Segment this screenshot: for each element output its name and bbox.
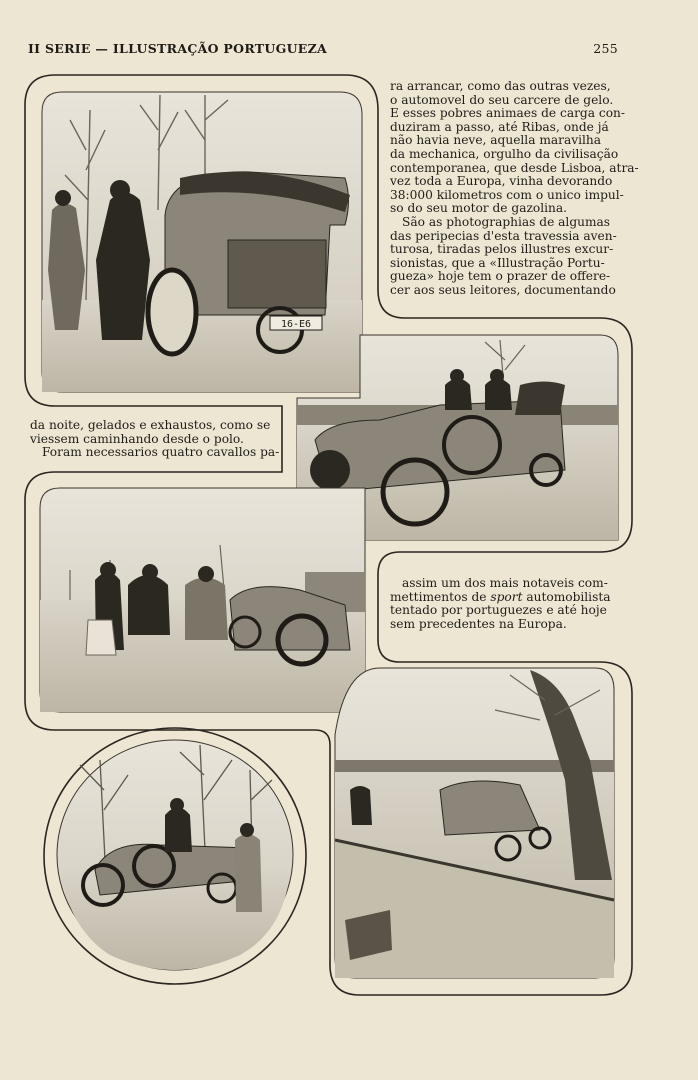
text-line: sionistas, que a «Illustração Portu- bbox=[390, 255, 605, 270]
text-line: cer aos seus leitores, documentando bbox=[390, 282, 616, 297]
text-line: da mechanica, orgulho da civilisação bbox=[390, 146, 619, 161]
photo-car-rear-snow-men bbox=[42, 92, 362, 392]
text-line: viessem caminhando desde o polo. bbox=[30, 431, 244, 446]
text-line: 38:000 kilometros com o unico impul- bbox=[390, 187, 624, 202]
photo-group-beside-car-snow bbox=[40, 488, 365, 712]
publication-title: ILLUSTRAÇÃO PORTUGUEZA bbox=[112, 41, 328, 56]
header-dash: — bbox=[95, 41, 109, 56]
text-line: sem precedentes na Europa. bbox=[390, 616, 567, 631]
text-line: duziram a passo, até Ribas, onde já bbox=[390, 119, 609, 134]
license-plate: 16-E6 bbox=[280, 319, 312, 330]
text-line: da noite, gelados e exhaustos, como se bbox=[30, 418, 271, 432]
text-block-middle-left bbox=[30, 419, 280, 460]
text-line: assim um dos mais notaveis com- bbox=[402, 576, 608, 590]
text-line: contemporanea, que desde Lisboa, atra- bbox=[390, 160, 639, 175]
text-line: tentado por portuguezes e até hoje bbox=[390, 603, 607, 618]
photo-car-by-bridge-tree bbox=[335, 668, 614, 978]
text-block-top-right bbox=[390, 79, 639, 298]
text-line: São as photographias de algumas bbox=[402, 214, 611, 229]
text-line: Foram necessarios quatro cavallos pa- bbox=[42, 445, 280, 460]
series-label: II SERIE bbox=[28, 41, 91, 56]
text-line: das peripecias d'esta travessia aven- bbox=[390, 228, 617, 243]
text-line: gueza» hoje tem o prazer de offere- bbox=[390, 269, 611, 284]
text-line: ra arrancar, como das outras vezes, bbox=[390, 79, 611, 93]
page-number: 255 bbox=[593, 41, 618, 56]
text-line-with-italic bbox=[390, 591, 622, 605]
text-line: vez toda a Europa, vinha devorando bbox=[390, 174, 613, 189]
photo-oval-driver-trees bbox=[44, 728, 306, 984]
italic-word: sport bbox=[490, 589, 523, 604]
text-fragment: automobilista bbox=[522, 589, 611, 604]
text-line: E esses pobres animaes de carga con- bbox=[390, 106, 625, 121]
text-line: o automovel do seu carcere de gelo. bbox=[390, 92, 614, 107]
text-line: so do seu motor de gazolina. bbox=[390, 201, 567, 216]
text-line: turosa, tiradas pelos illustres excur- bbox=[390, 242, 614, 257]
text-block-middle-right bbox=[390, 577, 622, 631]
text-fragment: mettimentos de bbox=[390, 589, 491, 604]
text-line: não havia neve, aquella maravilha bbox=[390, 133, 602, 148]
